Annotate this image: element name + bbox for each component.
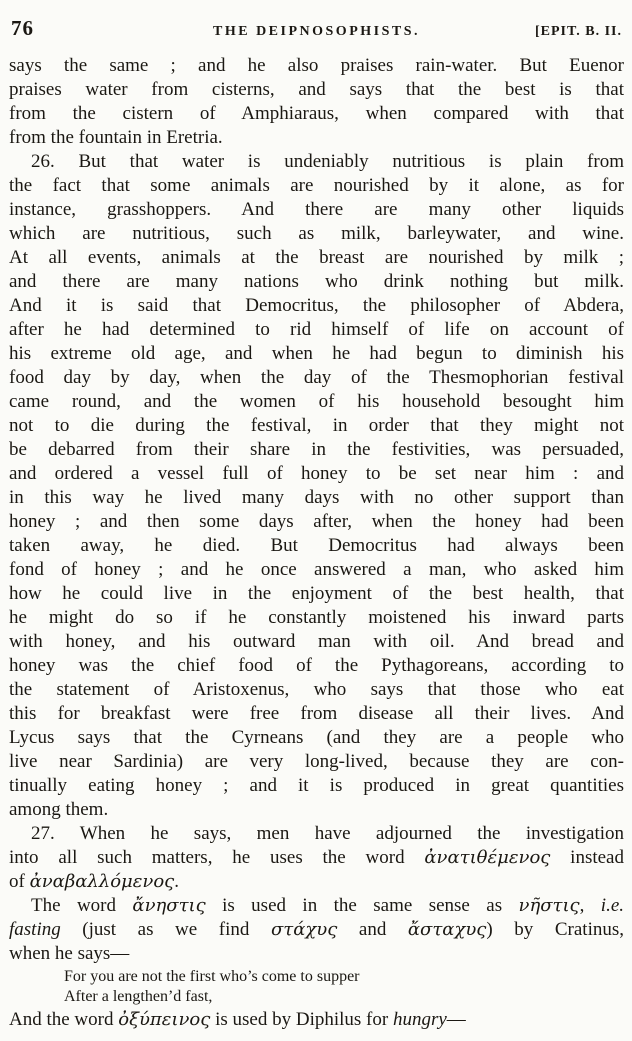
greek-word: ἀνατιθέμενος <box>424 847 551 868</box>
text-segment: among them. <box>9 799 109 820</box>
text-line <box>9 654 624 678</box>
text-segment: hungry <box>392 1009 447 1030</box>
text-segment: At all events, animals at the breast are nourished by milk ; <box>9 247 624 268</box>
page-header <box>9 16 624 41</box>
text-line <box>9 726 624 750</box>
paragraph <box>9 894 624 966</box>
text-segment: The word <box>31 895 133 916</box>
text-segment: live near Sardinia) are very long-lived, because they are con- <box>9 751 624 772</box>
text-segment: instance, grasshoppers. And there are many other liquids <box>9 199 624 220</box>
text-segment: fond of honey ; and he once answered a man, who asked him <box>9 559 624 580</box>
greek-word: νῆστις <box>518 895 580 916</box>
text-line <box>9 294 624 318</box>
text-segment: and ordered a vessel full of honey to be set near him : and <box>9 463 624 484</box>
text-line <box>9 246 624 270</box>
page-number: 76 <box>11 16 34 40</box>
text-line <box>9 54 624 78</box>
text-segment: and <box>337 919 408 940</box>
text-segment: 26. But that water is undeniably nutritious is plain from <box>31 151 624 172</box>
text-segment: his extreme old age, and when he had begun to diminish his <box>9 343 624 364</box>
text-line <box>9 342 624 366</box>
paragraph <box>9 150 624 822</box>
text-segment: taken away, he died. But Democritus had always been <box>9 535 624 556</box>
greek-word: ὀξύπεινος <box>118 1009 211 1030</box>
text-line <box>9 894 624 918</box>
section-reference: [EPIT. B. II. <box>534 24 622 39</box>
text-segment: instead <box>550 847 624 868</box>
text-line <box>9 390 624 414</box>
text-line <box>9 366 624 390</box>
text-segment: which are nutritious, such as milk, barleywater, and wine. <box>9 223 624 244</box>
text-segment: the fact that some animals are nourished by it alone, as for <box>9 175 624 196</box>
greek-word: ἀναβαλλόμενος <box>29 871 175 892</box>
text-segment: be debarred from their share in the festivities, was persuaded, <box>9 439 624 460</box>
text-line <box>9 1008 624 1032</box>
text-line <box>9 174 624 198</box>
text-line <box>9 126 624 150</box>
text-segment: not to die during the festival, in order that they might not <box>9 415 624 436</box>
text-line <box>9 318 624 342</box>
text-segment: For you are not the first who’s come to supper <box>64 968 360 985</box>
text-segment: fasting <box>9 919 61 940</box>
text-segment: — <box>446 1009 466 1030</box>
text-line <box>9 822 624 846</box>
text-line <box>9 150 624 174</box>
paragraph <box>9 54 624 150</box>
text-line <box>9 102 624 126</box>
text-line <box>64 987 524 1007</box>
text-segment: honey ; and then some days after, when the honey had been <box>9 511 624 532</box>
text-line <box>9 606 624 630</box>
text-segment: Lycus says that the Cyrneans (and they are a people who <box>9 727 624 748</box>
text-segment: says the same ; and he also praises rain-water. But Euenor <box>9 55 624 76</box>
text-segment: ) by Cratinus, <box>486 919 624 940</box>
text-segment: this for breakfast were free from disease all their lives. And <box>9 703 624 724</box>
text-line <box>9 918 624 942</box>
text-segment: the statement of Aristoxenus, who says that those who eat <box>9 679 624 700</box>
text-line <box>9 630 624 654</box>
text-segment: with honey, and his outward man with oil. And bread and <box>9 631 624 652</box>
text-segment: from the cistern of Amphiaraus, when compared with that <box>9 103 624 124</box>
text-segment: is used in the same sense as <box>205 895 519 916</box>
verse-block <box>64 967 524 1007</box>
text-segment: After a lengthen’d fast, <box>64 988 213 1005</box>
text-segment: i.e. <box>600 895 625 916</box>
text-line <box>9 222 624 246</box>
text-line <box>9 438 624 462</box>
text-segment: when he says— <box>9 943 130 964</box>
text-line <box>9 678 624 702</box>
greek-word: στάχυς <box>270 919 338 940</box>
text-segment: And it is said that Democritus, the philosopher of Abdera, <box>9 295 624 316</box>
text-line <box>9 414 624 438</box>
page-body <box>9 54 624 1032</box>
text-segment: of <box>9 871 30 892</box>
text-segment: (just as we find <box>60 919 271 940</box>
greek-word: ἄνηστις <box>132 895 206 916</box>
running-title: THE DEIPNOSOPHISTS. <box>213 24 420 39</box>
text-segment: in this way he lived many days with no other support than <box>9 487 624 508</box>
paragraph <box>9 822 624 894</box>
text-segment: . <box>174 871 180 892</box>
text-line <box>9 870 624 894</box>
text-segment: praises water from cisterns, and says that the best is that <box>9 79 624 100</box>
text-line <box>9 558 624 582</box>
paragraph <box>9 1008 624 1032</box>
text-segment: came round, and the women of his household besought him <box>9 391 624 412</box>
text-segment: and there are many nations who drink nothing but milk. <box>9 271 624 292</box>
text-line <box>9 798 624 822</box>
text-segment: food day by day, when the day of the Thesmophorian festival <box>9 367 624 388</box>
greek-word: ἄσταχυς <box>407 919 487 940</box>
text-segment: tinually eating honey ; and it is produced in great quantities <box>9 775 624 796</box>
text-line <box>9 198 624 222</box>
text-line <box>9 486 624 510</box>
text-segment: how he could live in the enjoyment of the best health, that <box>9 583 624 604</box>
text-line <box>9 774 624 798</box>
text-segment: 27. When he says, men have adjourned the investigation <box>31 823 624 844</box>
text-segment: And the word <box>9 1009 119 1030</box>
text-segment: honey was the chief food of the Pythagoreans, according to <box>9 655 624 676</box>
text-segment: he might do so if he constantly moistened his inward parts <box>9 607 624 628</box>
text-line <box>9 702 624 726</box>
text-line <box>64 967 524 987</box>
text-line <box>9 942 624 966</box>
text-line <box>9 582 624 606</box>
text-line <box>9 78 624 102</box>
text-line <box>9 846 624 870</box>
text-segment: after he had determined to rid himself of life on account of <box>9 319 624 340</box>
text-line <box>9 270 624 294</box>
text-line <box>9 510 624 534</box>
text-segment: is used by Diphilus for <box>210 1009 393 1030</box>
text-segment: , <box>579 895 601 916</box>
text-line <box>9 750 624 774</box>
text-line <box>9 534 624 558</box>
text-line <box>9 462 624 486</box>
text-segment: from the fountain in Eretria. <box>9 127 223 148</box>
text-segment: into all such matters, he uses the word <box>9 847 425 868</box>
